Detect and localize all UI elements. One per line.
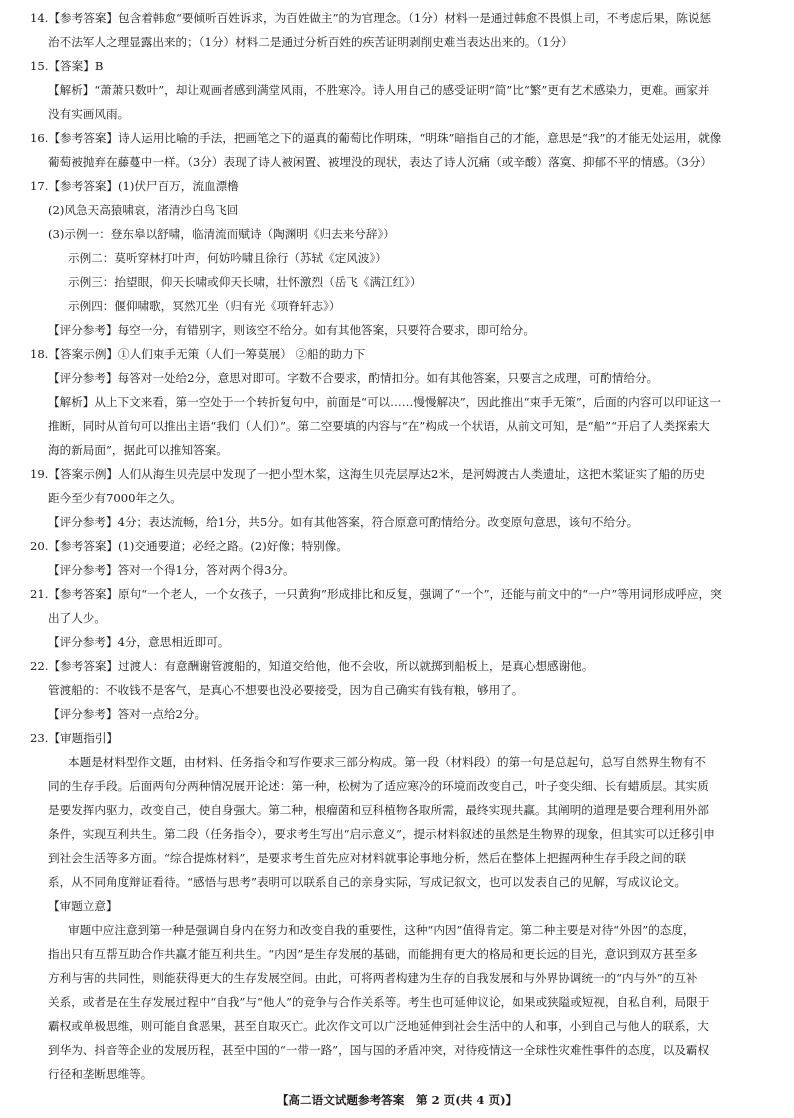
q15-analysis-line-2: 没有实画风雨。 [48,107,130,121]
q20-answer: 20.【参考答案】(1)交通要道；必经之路。(2)好像；特别像。 [30,539,348,553]
q18-analysis-line-3: 海的新局面”，据此可以推知答案。 [48,443,228,457]
q21-answer-line-2: 出了人少。 [48,611,106,625]
q18-analysis-line-1: 【解析】从上下文来看，第一空处于一个转折复句中，前面是“可以……慢慢解决”，因此推出“束手无策”，后面的内容可以印证这一 [48,395,721,409]
q17-answer-2: (2)风急天高猿啸哀，渚清沙白鸟飞回 [48,203,239,217]
q15-answer: 15.【答案】B [30,59,104,73]
q23-intent-heading: 【审题立意】 [48,899,118,913]
q22-answer-line-2: 管渡船的：不收钱不是客气，是真心不想要也没必要接受，因为自己确实有钱有粮，够用了。 [48,683,524,697]
q17-example-2: 示例二：莫听穿林打叶声，何妨吟啸且徐行（苏轼《定风波》） [68,251,387,265]
q19-scoring: 【评分参考】4分；表达流畅，给1分，共5分。如有其他答案，符合原意可酌情给分。改变原句意思，该句不给分。 [48,515,639,529]
q23-intent-line-6: 到华为、抖音等企业的发展历程，甚至中国的“一带一路”，国与国的矛盾冲突，对待疫情这一全球性灾难性事件的态度，以及霸权 [48,1043,710,1057]
q23-intent-line-5: 霸权或单极思维，则可能自食恶果，甚至自取灭亡。此次作文可以广泛地延伸到社会生活中的人和事，小到自己与他人的联系，大 [48,1019,709,1033]
q23-guide-line-2: 同的生存手段。后面两句分两种情况展开论述：第一种，松树为了适应寒冷的环境而改变自己，叶子变尖细、长有蜡质层。其实质 [48,779,709,793]
q16-answer-line-2: 葡萄被抛弃在藤蔓中一样。（3分）表现了诗人被闲置、被埋没的现状，表达了诗人沉痛（或辛酸）落寞、抑郁不平的情感。（3分） [48,155,713,169]
q21-answer-line-1: 21.【参考答案】原句“一个老人，一个女孩子，一只黄狗”形成排比和反复，强调了“一个”，还能与前文中的“一户”等用词形成呼应，突 [30,587,722,601]
q19-answer-line-1: 19.【答案示例】人们从海生贝壳层中发现了一把小型木桨，这海生贝壳层厚达2米，是河姆渡古人类遗址，这把木桨证实了船的历史 [30,467,706,481]
q17-scoring: 【评分参考】每空一分，有错别字，则该空不给分。如有其他答案，只要符合要求，即可给分。 [48,323,535,337]
q23-intent-line-2: 指出只有互帮互助合作共赢才能互利共生。“内因”是生存发展的基础，而能拥有更大的格局和更长远的目光，意识到双方甚至多 [48,947,698,961]
q22-answer-line-1: 22.【参考答案】过渡人：有意酬谢管渡船的，知道交给他，他不会收，所以就掷到船板上，是真心想感谢他。 [30,659,594,673]
q17-example-3: 示例三：抬望眼，仰天长啸或仰天长啸，壮怀激烈（岳飞《满江红》） [68,275,422,289]
q23-intent-line-1: 审题中应注意到第一种是强调自身内在努力和改变自我的重要性，这种“内因”值得肯定。第二种主要是对待“外因”的态度， [68,923,695,937]
q15-analysis-line-1: 【解析】“萧萧只数叶”，却让观画者感到满堂风雨，不胜寒冷。诗人用自己的感受证明“简”比“繁”更有艺术感染力，更难。画家并 [48,83,710,97]
page-footer: 【高二语文试题参考答案 第 2 页(共 4 页)】 [276,1093,518,1107]
q23-intent-line-3: 方利与害的共同性，则能获得更大的生存发展空间。由此，可将两者构建为生存的自我发展和与外界协调统一的“内与外”的互补 [48,971,698,985]
q23-intent-line-7: 行径和垄断思维等。 [48,1067,153,1081]
q23-intent-line-4: 关系，或者是在生存发展过程中“自我”与“他人”的竞争与合作关系等。考生也可延伸议论，如果或狭隘或短视，自私自利，局限于 [48,995,710,1009]
q23-heading: 23.【审题指引】 [30,731,119,745]
q16-answer-line-1: 16.【参考答案】诗人运用比喻的手法，把画笔之下的逼真的葡萄比作明珠，“明珠”暗指自己的才能，意思是“我”的才能无处运用，就像 [30,131,722,145]
q23-guide-line-1: 本题是材料型作文题，由材料、任务指令和写作要求三部分构成。第一段（材料段）的第一句是总起句，总写自然界生物有不 [68,755,706,769]
q18-answer: 18.【答案示例】①人们束手无策（人们一筹莫展） ②船的助力下 [30,347,366,361]
q21-scoring: 【评分参考】4分，意思相近即可。 [48,635,230,649]
q23-guide-line-5: 到社会生活等多方面。“综合提炼材料”，是要求考生首先应对材料就事论事地分析，然后在整体上把握两种生存手段之间的联 [48,851,686,865]
q20-scoring: 【评分参考】答对一个得1分，答对两个得3分。 [48,563,295,577]
q14-answer-line-2: 治不法军人之理显露出来的；（1分）材料二是通过分析百姓的疾苦证明剥削史难当表达出来的。（1分） [48,35,573,49]
q17-example-4: 示例四：偃仰啸歌，冥然兀坐（归有光《项脊轩志》） [68,299,341,313]
q22-scoring: 【评分参考】答对一点给2分。 [48,707,207,721]
q23-guide-line-3: 是要发挥内驱力，改变自己，使自身强大。第二种，根瘤菌和豆科植物各取所需，最终实现共赢。其阐明的道理是要合理利用外部 [48,803,709,817]
q23-guide-line-6: 系，从不同角度辩证看待。“感悟与思考”表明可以联系自己的亲身实际，写成记叙文，也可以发表自己的见解，写成议论文。 [48,875,686,889]
q19-answer-line-2: 距今至少有7000年之久。 [48,491,182,505]
q18-scoring: 【评分参考】每答对一处给2分，意思对即可。字数不合要求，酌情扣分。如有其他答案，只要言之成理，可酌情给分。 [48,371,659,385]
q23-guide-line-4: 条件，实现互利共生。第二段（任务指令），要求考生写出“启示意义”，提示材料叙述的虽然是生物界的现象，但其实可以迁移引申 [48,827,715,841]
q14-answer-line-1: 14.【参考答案】包含着韩愈“要倾听百姓诉求，为百姓做主”的为官理念。（1分）材料一是通过韩愈不畏惧上司，不考虑后果，陈说惩 [30,11,712,25]
q18-analysis-line-2: 推断，同时从首句可以推出主语“我们（人们）”。第二空要填的内容与“在”构成一个状语，从前文可知，是“船”“开启了人类探索大 [48,419,710,433]
q17-example-1: (3)示例一：登东皋以舒啸，临清流而赋诗（陶渊明《归去来兮辞》） [48,227,395,241]
q17-answer: 17.【参考答案】(1)伏尸百万，流血漂橹 [30,179,239,193]
